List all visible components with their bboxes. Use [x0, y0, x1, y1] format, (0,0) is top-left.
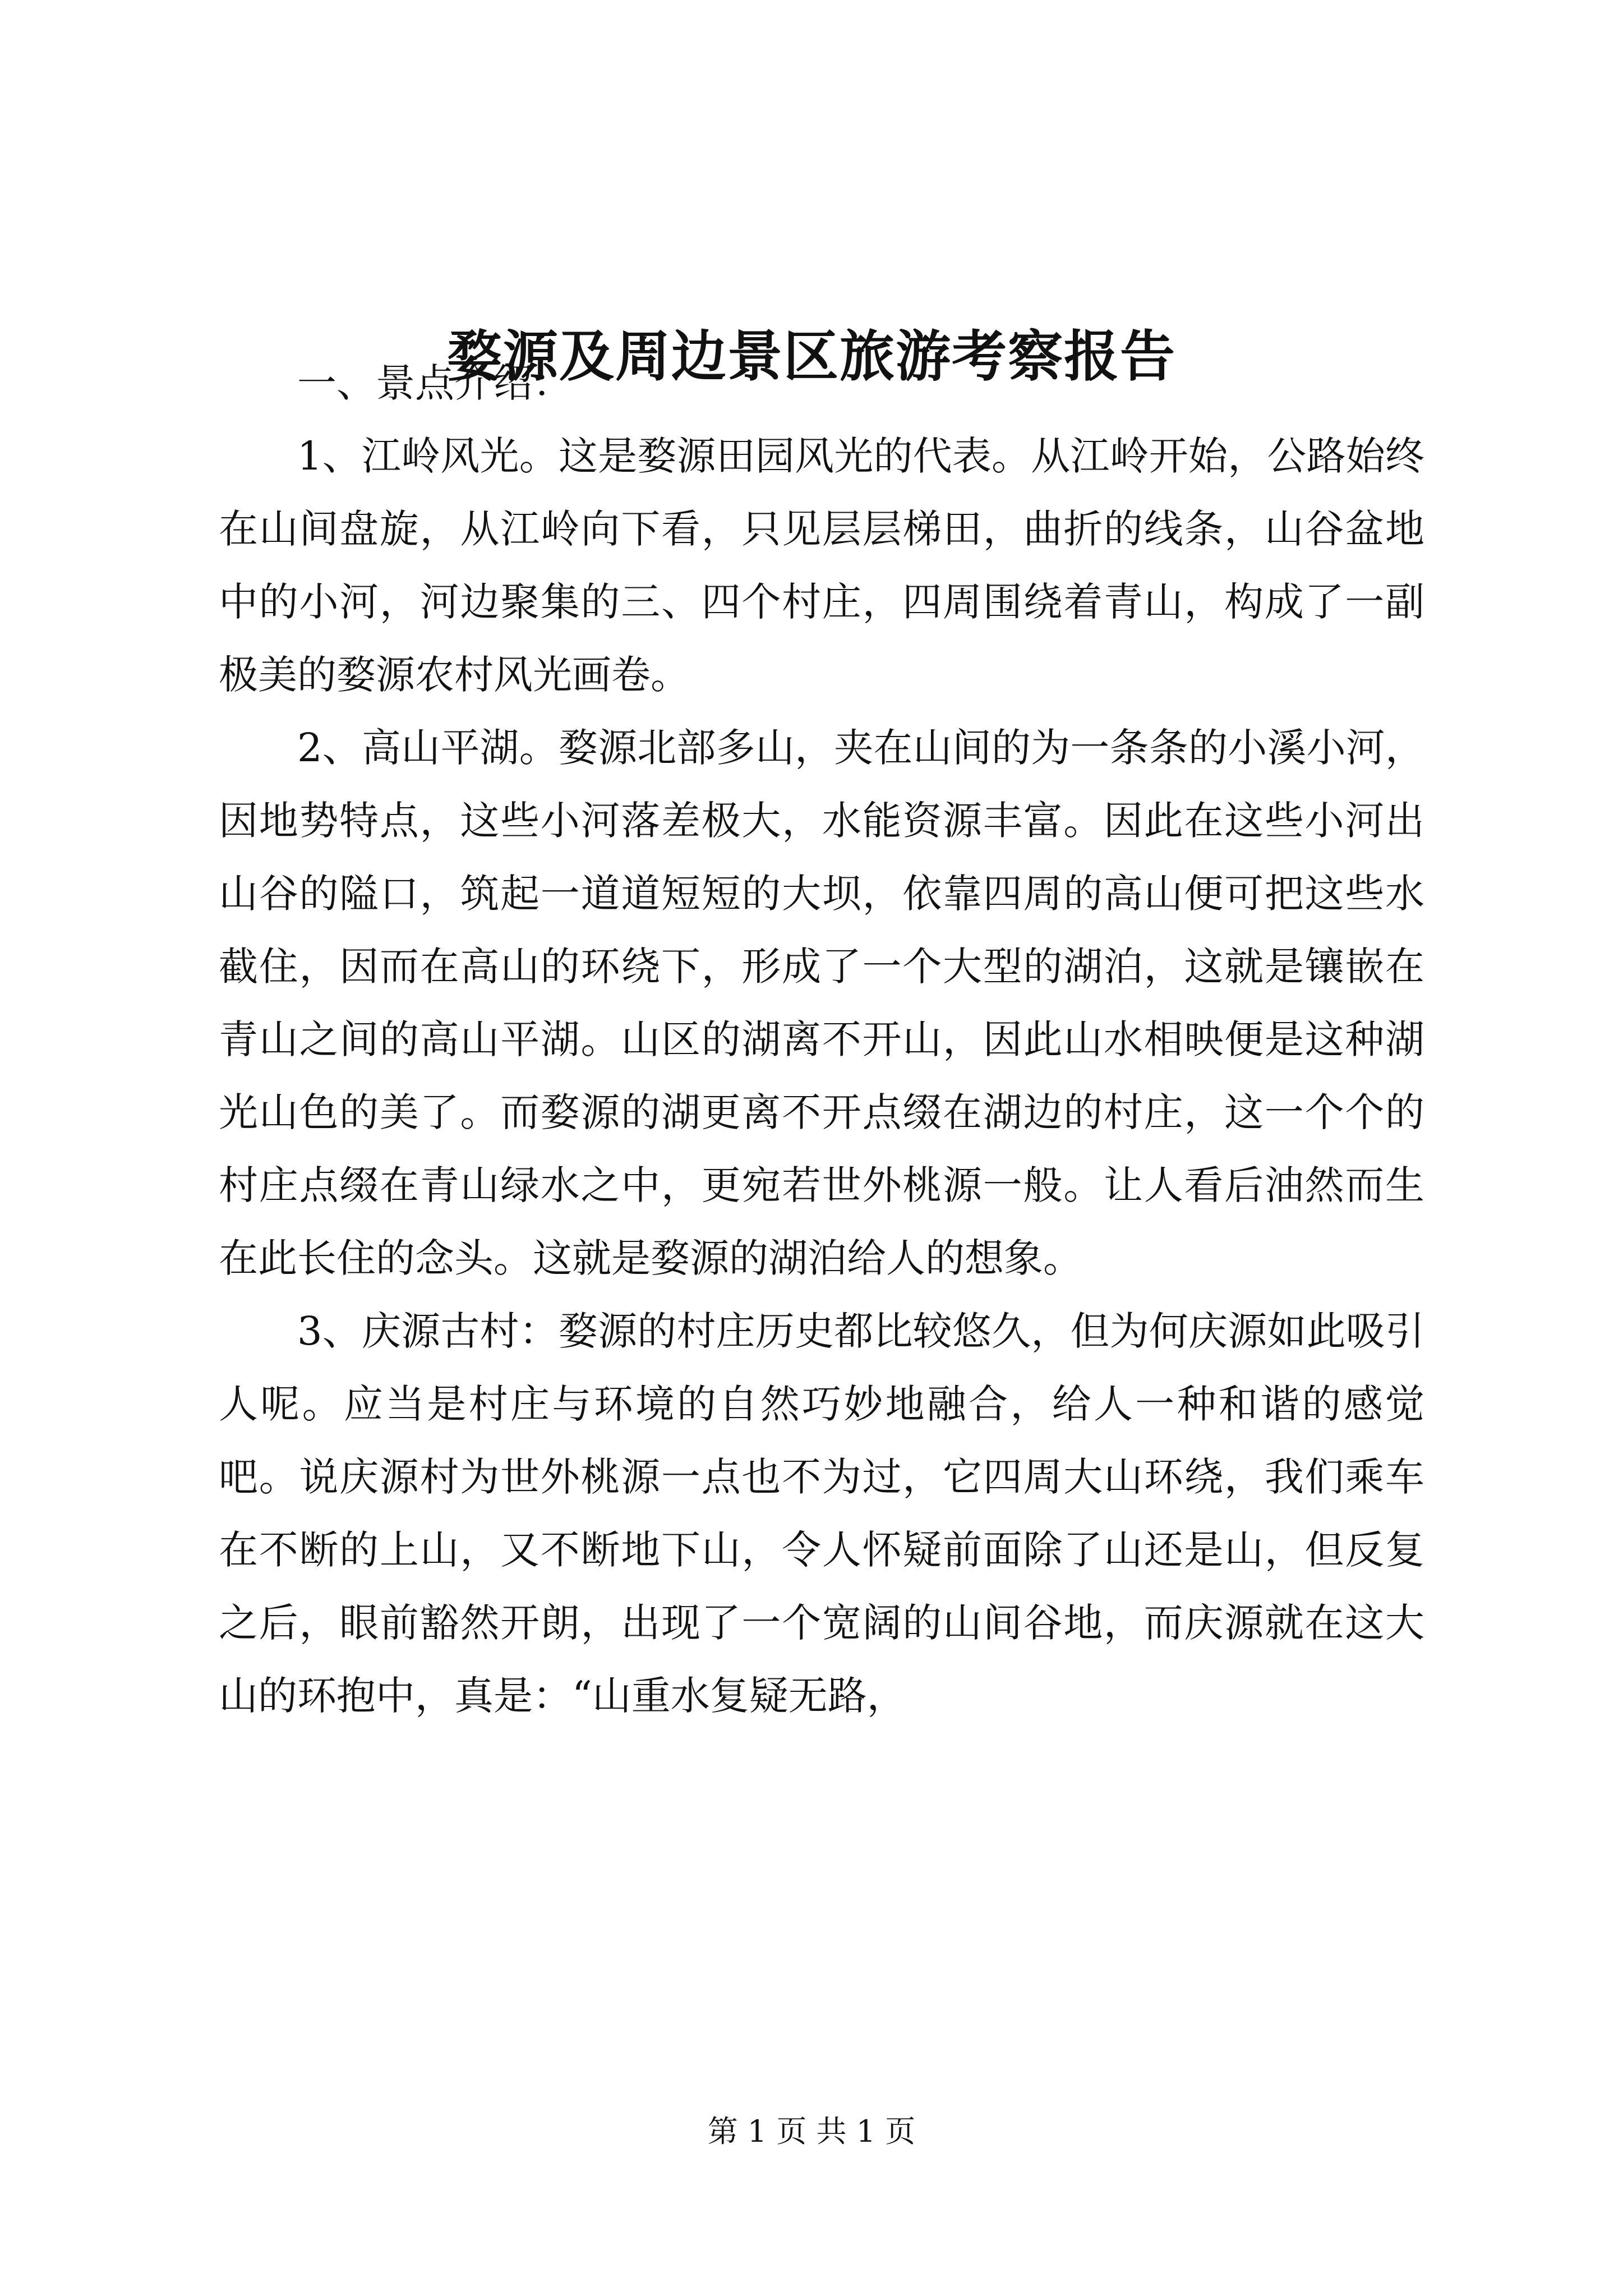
- document-title: 婺源及周边景区旅游考察报告: [446, 324, 1176, 389]
- paragraph-high-mountain-lake: 2、高山平湖。婺源北部多山，夹在山间的为一条条的小溪小河，因地势特点，这些小河落差极大，水能资源丰富。因此在这些小河出山谷的隘口，筑起一道道短短的大坝，依靠四周的高山便可把这些水截住，因而在高山的环绕下，形成了一个大型的湖泊，这就是镶嵌在青山之间的高山平湖。山区的湖离不开山，因此山水相映便是这种湖光山色的美了。而婺源的湖更离不开点缀在湖边的村庄，这一个个的村庄点缀在青山绿水之中，更宛若世外桃源一般。让人看后油然而生在此长住的念头。这就是婺源的湖泊给人的想象。: [219, 725, 1424, 1281]
- page-footer: 第 1 页 共 1 页: [707, 2114, 916, 2149]
- paragraph-qingyuan-village: 3、庆源古村：婺源的村庄历史都比较悠久，但为何庆源如此吸引人呢。应当是村庄与环境的自然巧妙地融合，给人一种和谐的感觉吧。说庆源村为世外桃源一点也不为过，它四周大山环绕，我们乘车在不断的上山，又不断地下山，令人怀疑前面除了山还是山，但反复之后，眼前豁然开朗，出现了一个宽阔的山间谷地，而庆源就在这大山的环抱中，真是：“山重水复疑无路，: [219, 1308, 1424, 1719]
- paragraph-jiangling: 1、江岭风光。这是婺源田园风光的代表。从江岭开始，公路始终在山间盘旋，从江岭向下看，只见层层梯田，曲折的线条，山谷盆地中的小河，河边聚集的三、四个村庄，四周围绕着青山，构成了一副极美的婺源农村风光画卷。: [219, 433, 1424, 698]
- document-body: [219, 347, 1424, 1732]
- section-heading: 一、景点介绍：: [297, 360, 572, 406]
